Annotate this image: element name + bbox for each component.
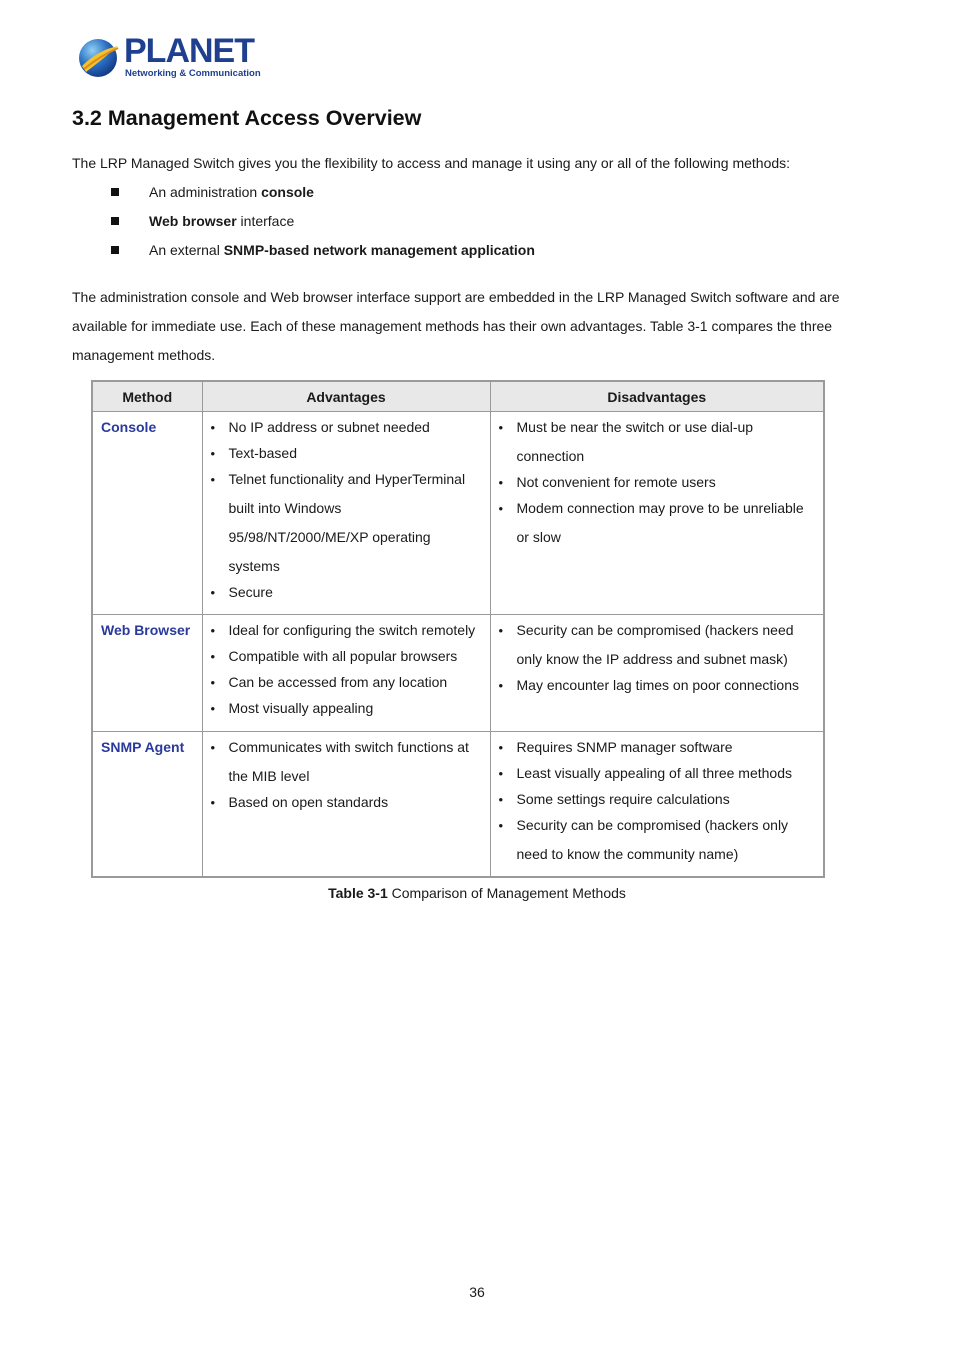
list-item: • Based on open standards <box>203 788 490 817</box>
advantages-cell <box>202 732 490 877</box>
square-bullet-icon <box>111 188 119 196</box>
comparison-table <box>91 380 825 878</box>
column-header: Method <box>92 381 202 412</box>
list-item: • Most visually appealing <box>203 694 490 723</box>
column-header: Disadvantages <box>490 381 824 412</box>
list-item: • Security can be compromised (hackers only need to know the community name) <box>491 811 824 869</box>
list-item: • Modem connection may prove to be unreliable or slow <box>491 494 824 552</box>
method-name: Console <box>92 412 202 615</box>
intro-text: The LRP Managed Switch gives you the flexibility to access and manage it using any or all of the following methods: <box>72 155 791 171</box>
list-item: • Text-based <box>203 439 490 468</box>
body-paragraph: The administration console and Web browser interface support are embedded in the LRP Managed Switch software and are available for immediate use. Each of these management methods has their own advantages. Table 3-1 compares the three management methods. <box>72 289 840 363</box>
table-header-row <box>92 381 824 412</box>
list-item: Web browser interface <box>110 213 535 242</box>
square-bullet-icon <box>111 217 119 225</box>
list-item: • Ideal for configuring the switch remotely <box>203 616 490 645</box>
table-caption: Table 3-1 Comparison of Management Methods <box>328 885 626 901</box>
table-row <box>92 615 824 732</box>
list-item: • Security can be compromised (hackers need only know the IP address and subnet mask) <box>491 616 824 674</box>
table-row <box>92 412 824 615</box>
list-item: • Secure <box>203 578 490 607</box>
list-item: An external SNMP-based network management application <box>110 242 535 271</box>
disadvantages-cell <box>490 732 824 877</box>
advantages-cell <box>202 412 490 615</box>
list-item: • Communicates with switch functions at the MIB level <box>203 733 490 791</box>
list-item: • Must be near the switch or use dial-up connection <box>491 413 824 471</box>
disadvantages-cell <box>490 412 824 615</box>
table-row <box>92 732 824 877</box>
list-item: • Requires SNMP manager software <box>491 733 824 762</box>
section-heading: 3.2 Management Access Overview <box>72 106 422 130</box>
list-item: • Some settings require calculations <box>491 785 824 814</box>
list-item: • No IP address or subnet needed <box>203 413 490 442</box>
logo-tagline: Networking & Communication <box>125 68 261 79</box>
advantages-cell <box>202 615 490 732</box>
globe-icon <box>78 36 122 80</box>
list-item: • Not convenient for remote users <box>491 468 824 497</box>
logo-wordmark: PLANET <box>124 32 254 70</box>
list-item: An administration console <box>110 184 535 213</box>
list-item: • May encounter lag times on poor connections <box>491 671 824 700</box>
list-item: • Telnet functionality and HyperTerminal built into Windows 95/98/NT/2000/ME/XP operating systems <box>203 465 490 581</box>
list-item: • Least visually appealing of all three methods <box>491 759 824 788</box>
disadvantages-cell <box>490 615 824 732</box>
planet-logo <box>78 32 261 82</box>
list-item: • Compatible with all popular browsers <box>203 642 490 671</box>
column-header: Advantages <box>202 381 490 412</box>
method-name: Web Browser <box>92 615 202 732</box>
square-bullet-icon <box>111 246 119 254</box>
list-item: • Can be accessed from any location <box>203 668 490 697</box>
page-number: 36 <box>469 1284 485 1300</box>
methods-list <box>110 184 535 271</box>
method-name: SNMP Agent <box>92 732 202 877</box>
